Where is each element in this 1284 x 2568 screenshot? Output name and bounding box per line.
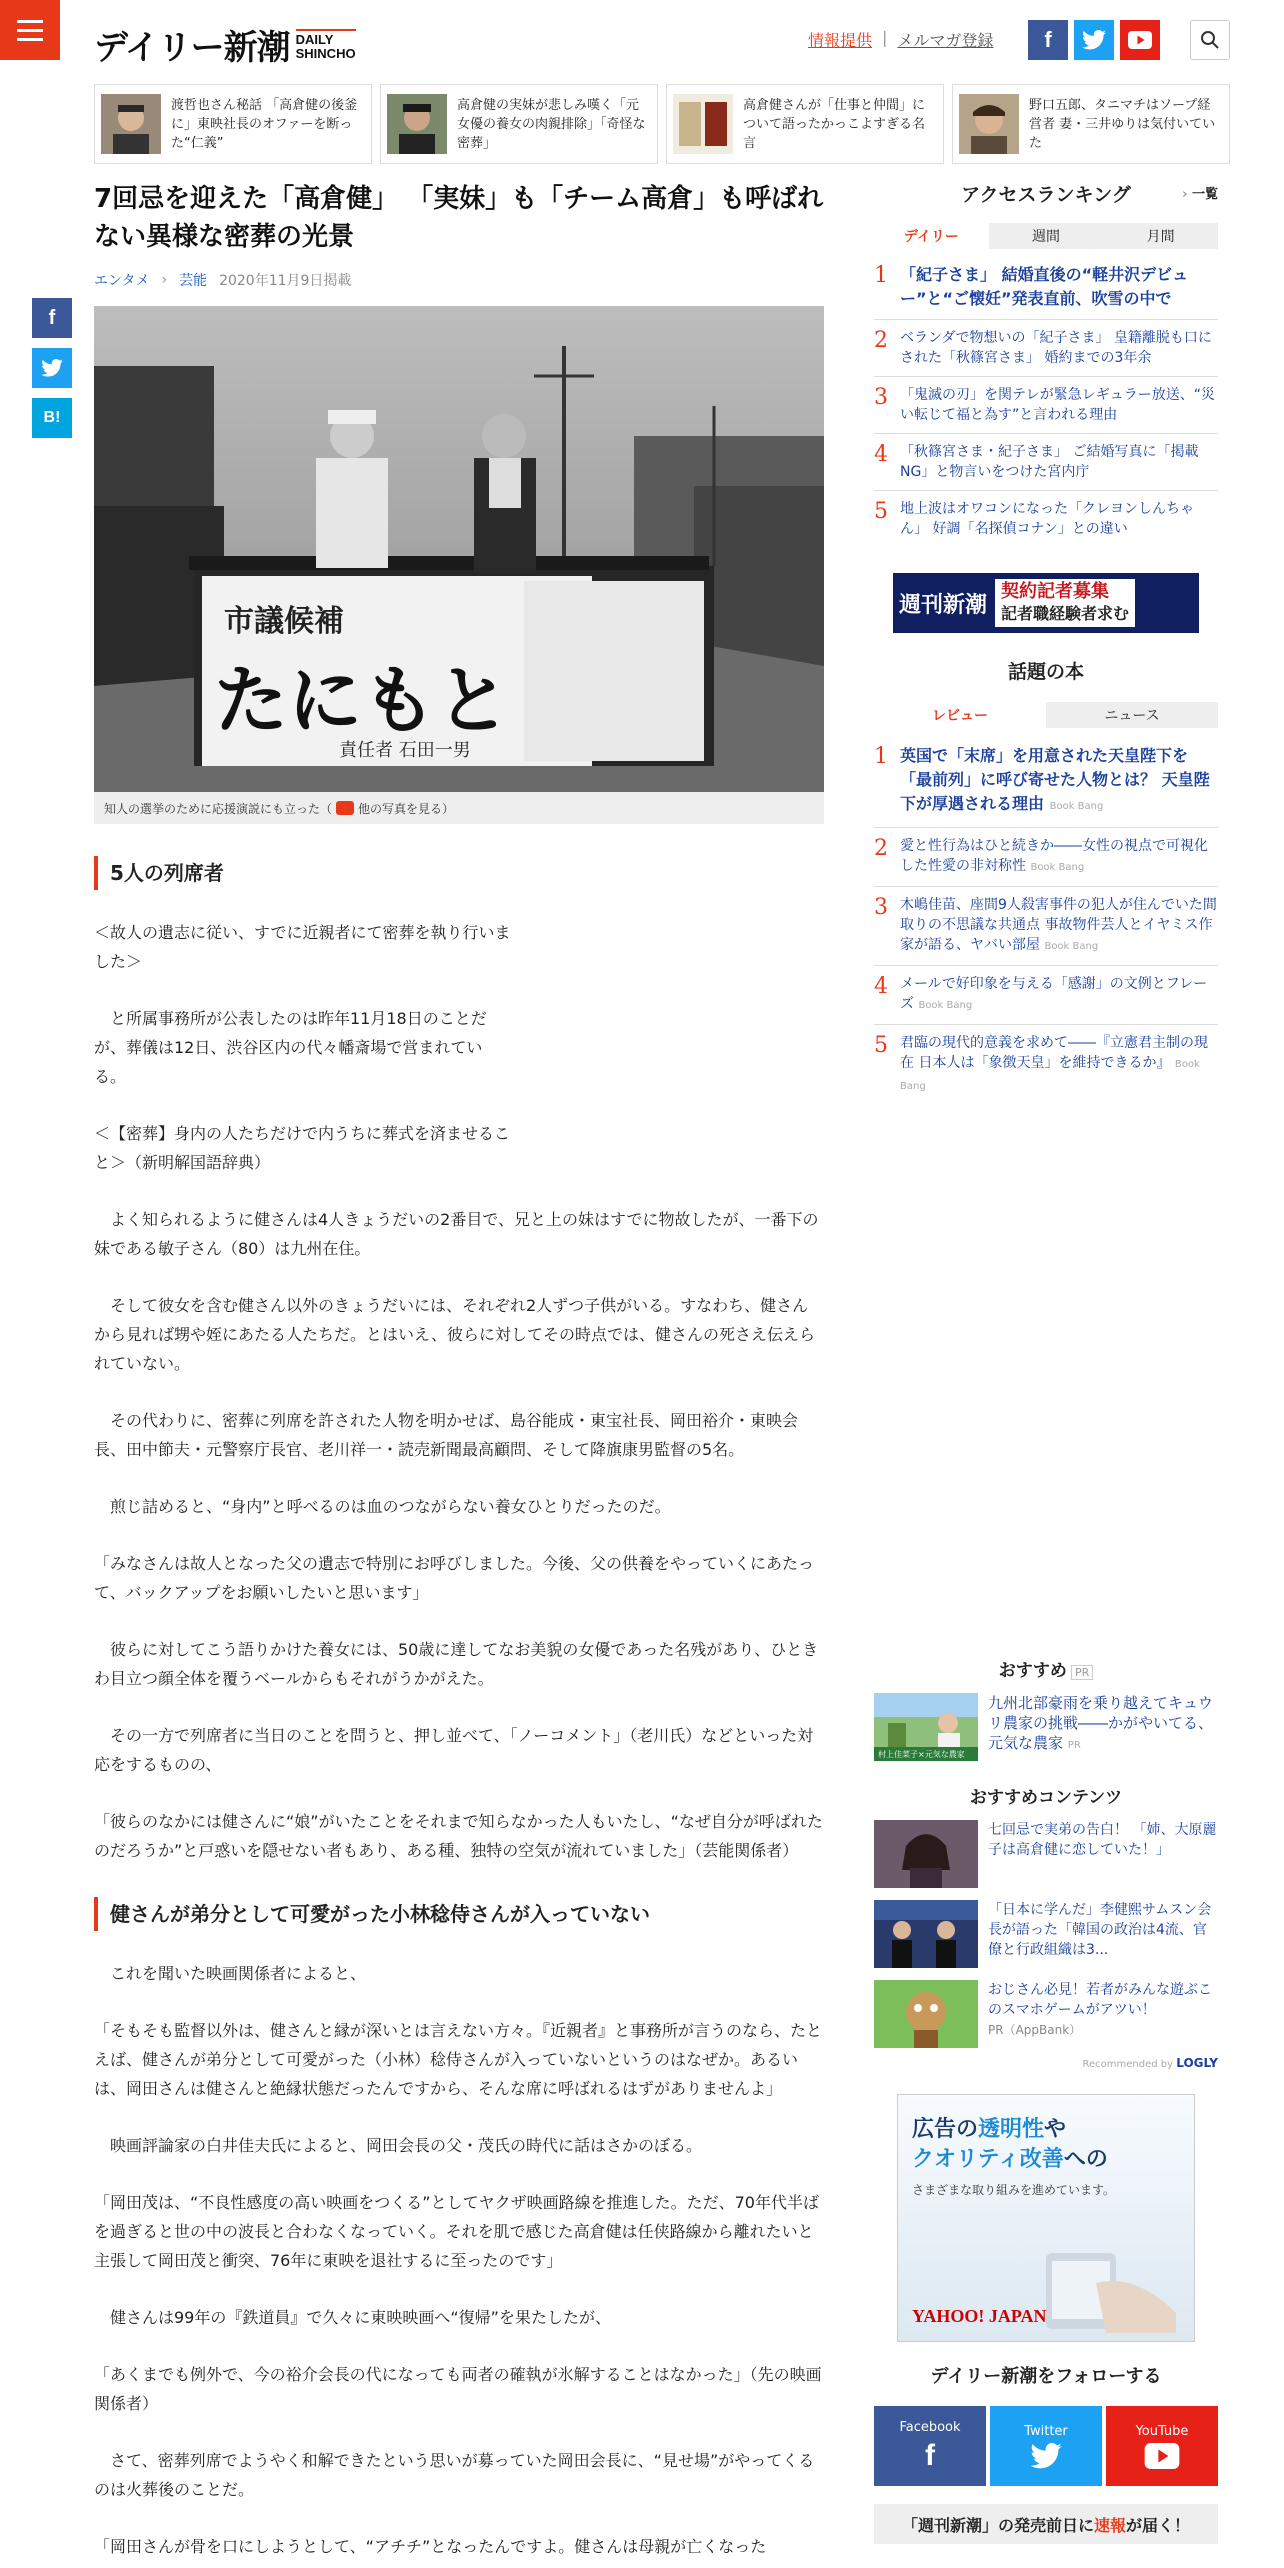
rank-number: 1 bbox=[874, 744, 888, 769]
rank-number: 4 bbox=[874, 442, 888, 467]
follow-title: デイリー新潮をフォローする bbox=[930, 2366, 1162, 2387]
book-item[interactable] bbox=[874, 736, 1218, 828]
ranking-list bbox=[874, 255, 1218, 547]
related-thumbnail bbox=[387, 94, 447, 154]
book-source: Book Bang bbox=[1044, 941, 1099, 952]
book-title-text: 英国で「末席」を用意された天皇陛下を「最前列」に呼び寄せた人物とは？ 天皇陛下が厚遇される理由 bbox=[900, 746, 1210, 813]
paragraph: 煎じ詰めると、“身内”と呼べるのは血のつながらない養女ひとりだったのだ。 bbox=[110, 1497, 671, 1516]
paragraph: これを聞いた映画関係者によると、 bbox=[110, 1964, 367, 1983]
more-photos-link[interactable]: 他の写真を見る） bbox=[358, 801, 455, 816]
book-title-text: メールで好印象を与える「感謝」の文例とフレーズ bbox=[900, 976, 1208, 1012]
ad-line1c: や bbox=[1044, 2117, 1067, 2142]
notice-text-2: 速報 bbox=[1093, 2515, 1126, 2535]
paragraph: 映画評論家の白井佳夫氏によると、岡田会長の父・茂氏の時代に話はさかのぼる。 bbox=[110, 2136, 703, 2155]
content-headline: おじさん必見！若者がみんな遊ぶこのスマホゲームがアツい！ bbox=[988, 1982, 1212, 2018]
follow-buttons bbox=[874, 2406, 1218, 2486]
menu-bar bbox=[17, 38, 43, 41]
book-item[interactable] bbox=[874, 966, 1218, 1025]
paragraph: そして彼女を含む健さん以外のきょうだいには、それぞれ2人ずつ子供がいる。すなわち、健さんから見れば甥や姪にあたる人たちだ。とはいえ、彼らに対してその時点では、健さんの死さえ伝えられていない。 bbox=[94, 1296, 815, 1373]
newsletter-link[interactable]: メルマガ登録 bbox=[897, 31, 994, 50]
site-logo[interactable] bbox=[94, 20, 356, 69]
publish-date: 2020年11月9日掲載 bbox=[219, 273, 352, 289]
yahoo-ad[interactable] bbox=[897, 2094, 1195, 2342]
pr-badge: PR bbox=[1071, 1665, 1093, 1680]
ranking-item[interactable] bbox=[874, 377, 1218, 434]
related-thumbnail bbox=[101, 94, 161, 154]
ad-line2a: クオリティ改善 bbox=[912, 2147, 1064, 2172]
content-thumbnail bbox=[874, 1980, 978, 2048]
youtube-icon[interactable] bbox=[1120, 20, 1160, 60]
books-list bbox=[874, 736, 1218, 1105]
book-title-text: 君臨の現代的意義を求めて――『立憲君主制の現在 日本人は「象徴天皇」を維持できるか』 bbox=[900, 1035, 1208, 1071]
ranking-title bbox=[874, 180, 1218, 207]
logly-brand: LOGLY bbox=[1176, 2056, 1218, 2070]
notice-text-1: 「週刊新潮」の発売前日に bbox=[901, 2515, 1094, 2535]
recommend-title bbox=[874, 1656, 1218, 1681]
paragraph: その一方で列席者に当日のことを問うと、押し並べて、「ノーコメント」（老川氏）などといった対応をするものの、 bbox=[94, 1726, 814, 1774]
ranking-item[interactable] bbox=[874, 434, 1218, 491]
related-card[interactable] bbox=[666, 84, 944, 164]
content-text: 七回忌で実弟の告白！ 「姉、大原麗子は高倉健に恋していた！」 bbox=[988, 1822, 1217, 1858]
ranking-item[interactable] bbox=[874, 320, 1218, 377]
content-thumbnail bbox=[874, 1900, 978, 1968]
paragraph: ＜【密葬】身内の人たちだけで内うちに葬式を済ませること＞（新明解国語辞典） bbox=[94, 1124, 511, 1172]
paragraph: その代わりに、密葬に列席を許された人物を明かせば、島谷能成・東宝社長、岡田裕介・東映会長、田中節夫・元警察庁長官、老川祥一・読売新聞最高顧問、そして降旗康男監督の5名。 bbox=[94, 1411, 799, 1459]
paragraph: 「岡田茂は、“不良性感度の高い映画をつくる”としてヤクザ映画路線を推進した。ただ、70年代半ばを過ぎると世の中の波長と合わなくなっていく。それを肌で感じた高倉健は任侠路線から離れたいと主張して岡田茂と衝突、76年に東映を退社するに至ったのです」 bbox=[94, 2193, 819, 2270]
paragraph: と所属事務所が公表したのは昨年11月18日のことだが、葬儀は12日、渋谷区内の代々幡斎場で営まれている。 bbox=[94, 1009, 487, 1086]
banner-brand: 週刊新潮 bbox=[899, 591, 988, 618]
logo-en-line2: SHINCHO bbox=[295, 45, 356, 61]
paragraph: 「みなさんは故人となった父の遺志で特別にお呼びしました。今後、父の供養をやっていくにあたって、バックアップをお願いしたいと思います」 bbox=[94, 1554, 815, 1602]
follow-facebook-button[interactable] bbox=[874, 2406, 986, 2486]
book-title bbox=[900, 744, 1218, 819]
photo-image bbox=[94, 306, 824, 792]
recommend-title-text: おすすめ bbox=[998, 1661, 1067, 1681]
photo-sign-bottom: 責任者 石田一男 bbox=[339, 740, 471, 761]
follow-twitter-button[interactable] bbox=[990, 2406, 1102, 2486]
paragraph: 「彼らのなかには健さんに“娘”がいたことをそれまで知らなかった人もいたし、“なぜ自分が呼ばれたのだろうか”と戸惑いを隠せない者もあり、ある種、独特の空気が流れていました」（芸能関係者） bbox=[94, 1812, 823, 1860]
header-links bbox=[808, 28, 993, 51]
logo-text-jp: デイリー新潮 bbox=[94, 28, 290, 68]
rank-title: 地上波はオワコンになった「クレヨンしんちゃん」 好調「名探偵コナン」との違い bbox=[900, 501, 1194, 537]
related-thumbnail bbox=[673, 94, 733, 154]
ad-line1a: 広告の bbox=[912, 2117, 979, 2142]
book-title bbox=[900, 1033, 1218, 1097]
related-card[interactable] bbox=[380, 84, 658, 164]
rank-number: 5 bbox=[874, 499, 888, 524]
ad-line2b: への bbox=[1063, 2147, 1108, 2172]
tab-news[interactable]: ニュース bbox=[1046, 702, 1218, 728]
info-submit-link[interactable]: 情報提供 bbox=[808, 31, 873, 50]
follow-facebook-label: Facebook bbox=[899, 2419, 961, 2435]
rank-number: 1 bbox=[874, 263, 888, 288]
ranking-item[interactable] bbox=[874, 491, 1218, 547]
logly-credit[interactable] bbox=[874, 2056, 1218, 2070]
tab-monthly[interactable]: 月間 bbox=[1103, 223, 1218, 249]
twitter-icon[interactable] bbox=[1074, 20, 1114, 60]
recommend-thumbnail bbox=[874, 1693, 978, 1761]
content-item[interactable] bbox=[874, 1900, 1218, 1968]
sidebar bbox=[874, 180, 1218, 2535]
rank-title: 「秋篠宮さま・紀子さま」 ご結婚写真に「掲載NG」と物言いをつけた宮内庁 bbox=[900, 444, 1199, 480]
thumb-caption: 村上佳菜子×元気な農家 bbox=[878, 1750, 965, 1759]
content-text bbox=[988, 1980, 1218, 2048]
related-card[interactable] bbox=[94, 84, 372, 164]
paragraph: 健さんは99年の『鉄道員』で久々に東映映画へ“復帰”を果たしたが、 bbox=[110, 2308, 611, 2327]
follow-youtube-label: YouTube bbox=[1135, 2423, 1189, 2439]
ranking-item[interactable] bbox=[874, 255, 1218, 320]
link-separator: | bbox=[882, 28, 888, 47]
tab-review[interactable]: レビュー bbox=[874, 702, 1046, 728]
related-articles bbox=[94, 84, 1230, 164]
logly-label: Recommended by bbox=[1082, 2059, 1174, 2070]
related-title: 渡哲也さん秘話 「高倉健の後釜に」東映社長のオファーを断った“仁義” bbox=[171, 97, 358, 151]
banner-subline: 記者職経験者求む bbox=[1001, 604, 1130, 623]
article-meta bbox=[94, 270, 824, 290]
facebook-icon[interactable]: f bbox=[1028, 20, 1068, 60]
yahoo-logo: YAHOO! JAPAN bbox=[912, 2306, 1047, 2326]
content-thumbnail bbox=[874, 1820, 978, 1888]
banner-headline: 契約記者募集 bbox=[1001, 581, 1110, 602]
camera-icon bbox=[336, 801, 354, 815]
twitter-icon bbox=[1030, 2443, 1062, 2469]
ranking-more-label: 一覧 bbox=[1191, 187, 1218, 202]
paragraph: ＜故人の遺志に従い、すでに近親者にて密葬を執り行いました＞ bbox=[94, 923, 511, 971]
book-title-text: 木嶋佳苗、座間9人殺害事件の犯人が住んでいた間取りの不思議な共通点 事故物件芸人とイヤミス作家が語る、ヤバい部屋 bbox=[900, 897, 1217, 953]
facebook-icon: f bbox=[925, 2438, 935, 2472]
book-item[interactable] bbox=[874, 887, 1218, 966]
paragraph: さて、密葬列席でようやく和解できたという思いが募っていた岡田会長に、“見せ場”がやってくるのは火葬後のことだ。 bbox=[94, 2451, 815, 2499]
logo-text-en bbox=[296, 29, 356, 61]
caption-text: 知人の選挙のために応援演説にも立った（ bbox=[104, 801, 333, 816]
ranking-title-text: アクセスランキング bbox=[961, 184, 1131, 206]
article bbox=[94, 180, 824, 2561]
book-item[interactable] bbox=[874, 828, 1218, 887]
ranking-tabs bbox=[874, 223, 1218, 249]
content-sponsor: PR（AppBank） bbox=[988, 2023, 1082, 2037]
menu-button[interactable] bbox=[0, 0, 60, 60]
content-item[interactable] bbox=[874, 1820, 1218, 1888]
book-title bbox=[900, 895, 1218, 957]
book-source: Book Bang bbox=[900, 1059, 1200, 1092]
menu-bar bbox=[17, 20, 43, 23]
tab-daily[interactable]: デイリー bbox=[874, 223, 989, 249]
paragraph: 「そもそも監督以外は、健さんと縁が深いとは言えない方々。『近親者』と事務所が言うのなら、たとえば、健さんが弟分として可愛がった（小林）稔侍さんが入っていないというのはなぜか。あるいは、岡田さんは健さんと絶縁状態だったんですから、そんな席に呼ばれるはずがありませんよ」 bbox=[94, 2021, 823, 2098]
subcategory-link[interactable]: 芸能 bbox=[179, 273, 208, 289]
books-tabs bbox=[874, 702, 1218, 728]
book-source: Book Bang bbox=[1030, 862, 1085, 873]
rank-number: 2 bbox=[874, 328, 888, 353]
youtube-icon bbox=[1144, 2443, 1180, 2469]
rank-title: 「紀子さま」 結婚直後の“軽井沢デビュー”と“ご懐妊”発表直前、吹雪の中で bbox=[900, 265, 1189, 308]
article-photo[interactable] bbox=[94, 306, 824, 792]
search-icon bbox=[1200, 30, 1220, 50]
related-title: 高倉健さんが「仕事と仲間」について語ったかっこよすぎる名言 bbox=[743, 97, 926, 151]
rank-title: ベランダで物想いの「紀子さま」 皇籍離脱も口にされた「秋篠宮さま」 婚約までの3年余 bbox=[900, 330, 1212, 366]
share-buttons bbox=[32, 298, 72, 438]
paragraph: よく知られるように健さんは4人きょうだいの2番目で、兄と上の妹はすでに物故したが、一番下の妹である敏子さん（80）は九州在住。 bbox=[94, 1210, 819, 1258]
related-title: 高倉健の実妹が悲しみ嘆く「元女優の養女の肉親排除」「奇怪な密葬」 bbox=[457, 97, 646, 151]
section-heading: 5人の列席者 bbox=[94, 856, 824, 890]
section-heading: 健さんが弟分として可愛がった小林稔侍さんが入っていない bbox=[94, 1897, 824, 1931]
twitter-share-icon[interactable] bbox=[32, 348, 72, 388]
related-thumbnail bbox=[959, 94, 1019, 154]
tab-weekly[interactable]: 週間 bbox=[989, 223, 1104, 249]
rank-number: 5 bbox=[874, 1033, 888, 1058]
paragraph: 彼らに対してこう語りかけた養女には、50歳に達してなお美貌の女優であった名残があり、ひときわ目立つ顔全体を覆うベールからもそれがうかがえた。 bbox=[94, 1640, 819, 1688]
ad-line1b: 透明性 bbox=[978, 2117, 1045, 2142]
follow-youtube-button[interactable] bbox=[1106, 2406, 1218, 2486]
content-item[interactable] bbox=[874, 1980, 1218, 2048]
recommend-text bbox=[988, 1693, 1218, 1761]
related-card[interactable] bbox=[952, 84, 1230, 164]
book-item[interactable] bbox=[874, 1025, 1218, 1105]
category-link[interactable]: エンタメ bbox=[94, 273, 150, 289]
menu-bar bbox=[17, 29, 43, 32]
recommend-item[interactable] bbox=[874, 1693, 1218, 1761]
article-title: 7回忌を迎えた「高倉健」 「実妹」も「チーム高倉」も呼ばれない異様な密葬の光景 bbox=[94, 184, 824, 252]
book-source: Book Bang bbox=[918, 1000, 973, 1011]
related-title: 野口五郎、タニマチはソープ経営者 妻・三井ゆりは気付いていた bbox=[1029, 97, 1216, 151]
photo-caption bbox=[94, 792, 824, 824]
recruit-banner[interactable] bbox=[893, 573, 1199, 633]
logo-en-line1: DAILY bbox=[295, 31, 334, 47]
ad-subtext: さまざまな取り組みを進めています。 bbox=[912, 2183, 1116, 2197]
book-title bbox=[900, 974, 1218, 1016]
chevron-right-icon: › bbox=[161, 272, 168, 288]
facebook-share-icon[interactable]: f bbox=[32, 298, 72, 338]
rank-number: 4 bbox=[874, 974, 888, 999]
recommend-headline: 九州北部豪雨を乗り越えてキュウリ農家の挑戦――かがやいてる、元気な農家 bbox=[988, 1694, 1214, 1752]
notice-text-3: が届く！ bbox=[1126, 2515, 1191, 2535]
book-title bbox=[900, 836, 1218, 878]
paragraph: 「岡田さんが骨を口にしようとして、“アチチ”となったんですよ。健さんは母親が亡くなった bbox=[94, 2537, 767, 2556]
recommend-pr: PR bbox=[1067, 1740, 1081, 1751]
paragraph: 「あくまでも例外で、今の裕介会長の代になっても両者の確執が氷解することはなかった」（先の映画関係者） bbox=[94, 2365, 822, 2413]
ad-headline bbox=[912, 2115, 1180, 2175]
search-button[interactable] bbox=[1190, 20, 1230, 60]
content-title: おすすめコンテンツ bbox=[969, 1788, 1123, 1808]
rank-number: 2 bbox=[874, 836, 888, 861]
book-source: Book Bang bbox=[1049, 801, 1104, 812]
photo-sign-top: 市議候補 bbox=[224, 604, 344, 639]
ranking-more-link[interactable]: › 一覧 bbox=[1182, 187, 1218, 202]
rank-number: 3 bbox=[874, 385, 888, 410]
photo-sign-main: たにもと bbox=[214, 658, 510, 744]
newsletter-notice[interactable] bbox=[874, 2504, 1218, 2544]
header-social bbox=[1028, 20, 1160, 60]
rank-number: 3 bbox=[874, 895, 888, 920]
hatena-bookmark-icon[interactable]: B! bbox=[32, 398, 72, 438]
book-title-text: 愛と性行為はひと続きか――女性の視点で可視化した性愛の非対称性 bbox=[900, 838, 1208, 874]
books-title: 話題の本 bbox=[1007, 661, 1084, 683]
follow-twitter-label: Twitter bbox=[1024, 2423, 1068, 2439]
rank-title: 「鬼滅の刃」を関テレが緊急レギュラー放送、“災い転じて福と為す”と言われる理由 bbox=[900, 387, 1215, 423]
banner-message bbox=[995, 579, 1135, 627]
recommend-section bbox=[874, 1656, 1218, 2544]
content-text: 「日本に学んだ」李健熙サムスン会長が語った「韓国の政治は4流、官僚と行政組織は3... bbox=[988, 1902, 1212, 1958]
